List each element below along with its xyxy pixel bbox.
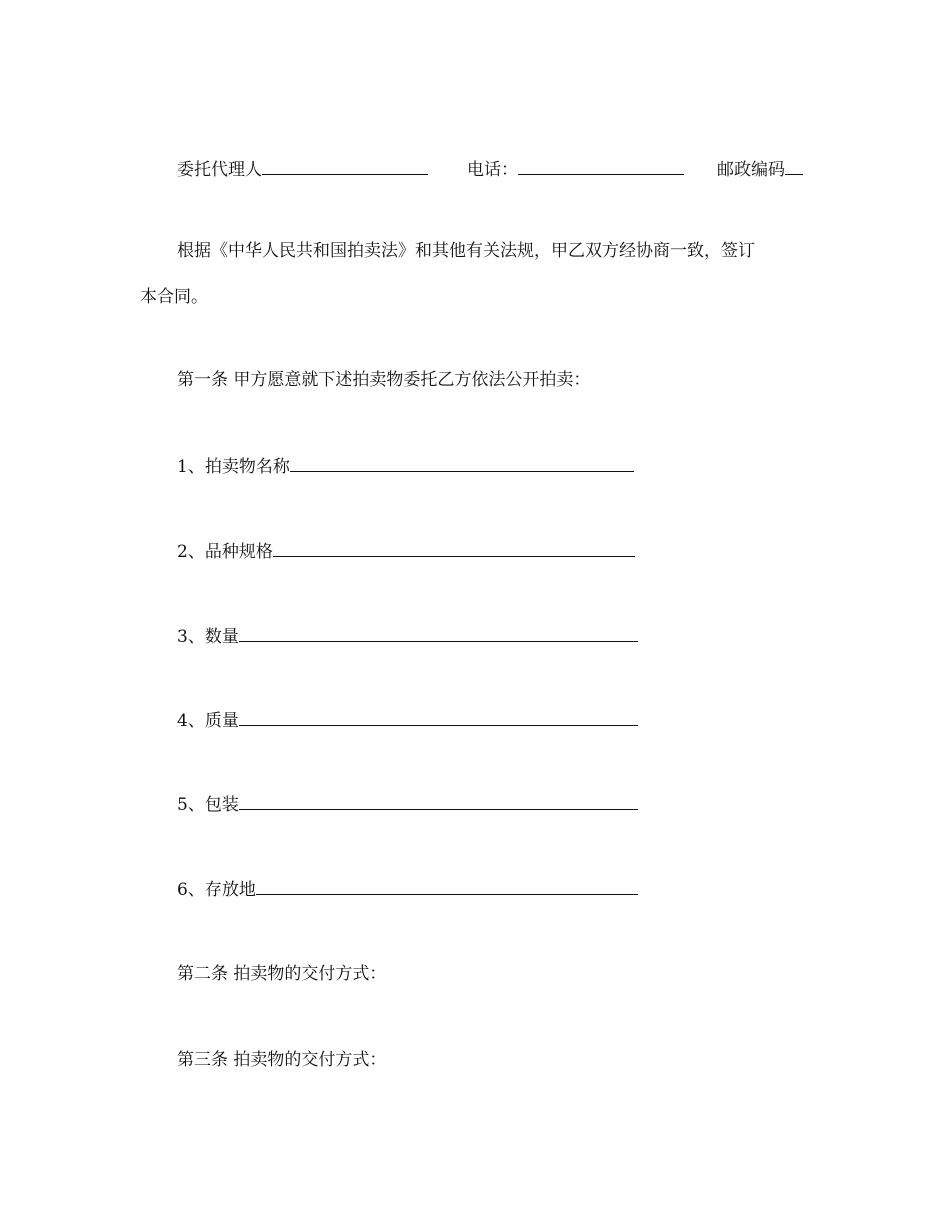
agent-row	[177, 156, 428, 180]
article-2-title: 第二条 拍卖物的交付方式：	[177, 964, 387, 984]
item-blank	[273, 538, 635, 557]
intro-line-2: 本合同。	[140, 287, 208, 307]
phone-label: 电话：	[467, 160, 518, 180]
item-label: 2、品种规格	[177, 542, 273, 562]
phone-blank	[518, 156, 684, 175]
item-label: 5、包装	[177, 795, 239, 815]
item-blank	[290, 453, 634, 472]
article-3-title: 第三条 拍卖物的交付方式：	[177, 1050, 387, 1070]
item-row	[177, 791, 638, 815]
item-row	[177, 623, 638, 647]
item-row	[177, 538, 635, 562]
item-blank	[239, 707, 638, 726]
item-row	[177, 707, 638, 731]
postcode-label: 邮政编码	[717, 160, 785, 180]
item-row	[177, 453, 634, 477]
item-label: 6、存放地	[177, 880, 256, 900]
postcode-blank	[785, 156, 803, 175]
intro-line-1: 根据《中华人民共和国拍卖法》和其他有关法规，甲乙双方经协商一致，签订	[177, 241, 755, 261]
item-label: 1、拍卖物名称	[177, 457, 290, 477]
item-blank	[256, 876, 638, 895]
article-1-title: 第一条 甲方愿意就下述拍卖物委托乙方依法公开拍卖：	[177, 370, 591, 390]
item-blank	[239, 791, 638, 810]
postcode-row	[717, 156, 803, 180]
item-label: 3、数量	[177, 627, 239, 647]
agent-blank	[262, 156, 428, 175]
item-blank	[239, 623, 638, 642]
item-label: 4、质量	[177, 711, 239, 731]
agent-label: 委托代理人	[177, 160, 262, 180]
item-row	[177, 876, 638, 900]
phone-row	[467, 156, 684, 180]
